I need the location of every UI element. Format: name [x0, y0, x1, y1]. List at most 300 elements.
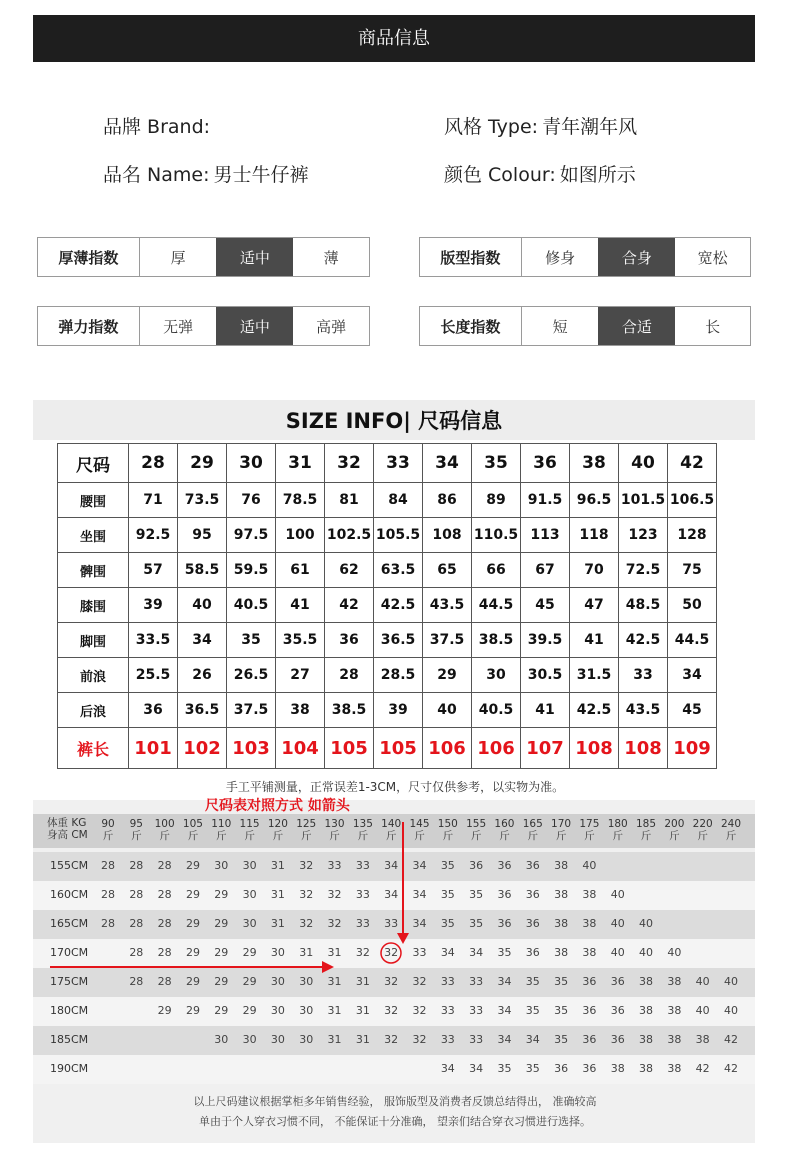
recommended-size: 40 [582, 859, 597, 872]
recommended-size: 30 [242, 917, 257, 930]
measurement-value: 41 [570, 623, 619, 658]
measurement-value: 39.5 [521, 623, 570, 658]
height-label: 170CM [50, 946, 89, 959]
measurement-value: 106.5 [668, 483, 717, 518]
recommended-size: 28 [129, 975, 144, 988]
measurement-value: 35.5 [276, 623, 325, 658]
recommended-size: 28 [101, 888, 115, 901]
recommended-size: 34 [440, 946, 455, 959]
measurement-value: 30.5 [521, 658, 570, 693]
size-table-row [58, 658, 717, 693]
measurement-value: 62 [325, 553, 374, 588]
stretch-label: 弹力指数 [38, 307, 140, 345]
recommended-size: 35 [469, 888, 484, 901]
recommended-size: 38 [582, 917, 597, 930]
recommended-size: 38 [554, 888, 569, 901]
recommended-size: 36 [497, 917, 512, 930]
measurement-value: 92.5 [129, 518, 178, 553]
measurement-value: 84 [374, 483, 423, 518]
recommended-size: 32 [299, 917, 314, 930]
measurement-value: 108 [423, 518, 472, 553]
weight-value: 200 [664, 818, 685, 830]
recommended-size: 33 [469, 975, 484, 988]
recommended-size: 32 [384, 975, 399, 988]
recommended-size: 28 [157, 888, 172, 901]
weight-unit: 斤 [329, 830, 340, 842]
measurement-value: 31.5 [570, 658, 619, 693]
measurement-value: 36.5 [374, 623, 423, 658]
recommended-size: 40 [724, 975, 738, 988]
weight-column-header [489, 818, 519, 842]
measurement-value: 106 [423, 728, 472, 769]
stretch-option-high: 高弹 [316, 317, 347, 336]
recommended-size: 40 [639, 946, 654, 959]
size-cell: 29 [178, 444, 227, 483]
recommended-size: 34 [384, 859, 399, 872]
measurement-value: 38 [276, 693, 325, 728]
recommended-size: 29 [242, 975, 257, 988]
measurement-value: 65 [423, 553, 472, 588]
recommended-size: 36 [554, 1062, 569, 1075]
size-cell: 31 [276, 444, 325, 483]
size-cell: 34 [423, 444, 472, 483]
weight-value: 100 [154, 818, 175, 830]
weight-unit: 斤 [555, 830, 567, 842]
measurement-value: 66 [472, 553, 521, 588]
measurement-label: 后浪 [58, 693, 129, 728]
recommended-size: 30 [270, 946, 285, 959]
weight-unit: 斤 [612, 830, 623, 842]
recommended-size: 33 [440, 975, 455, 988]
chart-note-line: 以上尺码建议根据掌柜多年销售经验， 服饰版型及消费者反馈总结得出， 准确较高 [193, 1095, 597, 1108]
thickness-option-medium: 适中 [216, 238, 293, 276]
measurement-value: 40.5 [472, 693, 521, 728]
length-option-fit: 合适 [598, 307, 675, 345]
measurement-value: 91.5 [521, 483, 570, 518]
name-info [103, 160, 309, 187]
recommended-size: 29 [185, 859, 200, 872]
recommended-size: 32 [384, 1033, 399, 1046]
recommended-size: 34 [384, 888, 399, 901]
recommended-size: 35 [554, 975, 569, 988]
style-info [444, 112, 637, 139]
weight-value: 170 [551, 818, 572, 830]
recommended-size: 36 [525, 946, 540, 959]
measurement-label: 坐围 [58, 518, 129, 553]
recommended-size: 32 [384, 1004, 399, 1017]
recommended-size: 36 [525, 888, 540, 901]
recommended-size: 33 [384, 917, 399, 930]
recommended-size: 29 [242, 1004, 257, 1017]
measurement-value: 47 [570, 588, 619, 623]
weight-value: 90 [101, 818, 115, 830]
measurement-value: 28.5 [374, 658, 423, 693]
size-table-row [58, 553, 717, 588]
measurement-value: 42.5 [619, 623, 668, 658]
recommended-size: 35 [440, 888, 455, 901]
recommended-size: 36 [525, 859, 540, 872]
recommended-size: 28 [129, 946, 144, 959]
measurement-value: 33 [619, 658, 668, 693]
weight-column-header [546, 818, 576, 842]
measurement-value: 26 [178, 658, 227, 693]
measurement-value: 33.5 [129, 623, 178, 658]
weight-column-header [433, 818, 463, 842]
measurement-value: 105 [374, 728, 423, 769]
recommended-size: 31 [270, 888, 285, 901]
recommended-size: 33 [355, 859, 370, 872]
recommended-size: 30 [242, 859, 257, 872]
recommended-size: 38 [695, 1033, 710, 1046]
recommended-size: 30 [270, 1004, 285, 1017]
weight-value: 95 [129, 818, 143, 830]
weight-unit: 斤 [669, 830, 680, 842]
length-option-long: 长 [705, 317, 721, 336]
fit-option-loose: 宽松 [697, 248, 728, 267]
weight-column-header [405, 818, 435, 842]
weight-value: 160 [494, 818, 515, 830]
recommended-size: 42 [695, 1062, 710, 1075]
measurement-value: 25.5 [129, 658, 178, 693]
measurement-value: 108 [570, 728, 619, 769]
measurement-value: 123 [619, 518, 668, 553]
recommended-size: 34 [469, 946, 484, 959]
recommended-size: 35 [469, 917, 484, 930]
measurement-value: 57 [129, 553, 178, 588]
measurement-value: 40 [178, 588, 227, 623]
recommended-size: 29 [185, 975, 200, 988]
weight-column-header [93, 818, 123, 842]
recommended-size: 38 [667, 975, 682, 988]
size-table-row [58, 623, 717, 658]
recommended-size: 34 [412, 859, 427, 872]
size-cell: 40 [619, 444, 668, 483]
weight-value: 115 [239, 818, 260, 830]
measurement-value: 48.5 [619, 588, 668, 623]
recommended-size: 29 [214, 975, 229, 988]
height-label: 175CM [50, 975, 89, 988]
colour-info [444, 160, 636, 187]
weight-column-header [206, 818, 236, 842]
weight-column-header [150, 818, 180, 842]
recommended-size: 32 [327, 917, 342, 930]
weight-unit: 斤 [697, 830, 708, 842]
thickness-option-thin: 薄 [323, 248, 339, 267]
measurement-value: 59.5 [227, 553, 276, 588]
recommended-size: 38 [582, 946, 597, 959]
size-cell: 35 [472, 444, 521, 483]
measurement-value: 45 [521, 588, 570, 623]
weight-value: 140 [381, 818, 402, 830]
recommended-size: 40 [639, 917, 654, 930]
weight-value: 110 [211, 818, 232, 830]
height-label: 185CM [50, 1033, 89, 1046]
recommended-size: 30 [214, 1033, 229, 1046]
weight-column-header [518, 818, 548, 842]
measurement-value: 104 [276, 728, 325, 769]
measurement-value: 97.5 [227, 518, 276, 553]
size-table-row [58, 728, 717, 769]
measurement-value: 61 [276, 553, 325, 588]
recommended-size: 34 [469, 1062, 484, 1075]
measurement-value: 105 [325, 728, 374, 769]
recommended-size: 31 [355, 975, 370, 988]
weight-column-header [291, 818, 321, 842]
chart-notes [0, 1092, 790, 1132]
weight-column-header [688, 818, 718, 842]
recommended-size: 36 [610, 1004, 625, 1017]
weight-column-header [659, 818, 689, 842]
recommended-size: 38 [667, 1033, 682, 1046]
size-cell: 33 [374, 444, 423, 483]
recommended-size: 30 [242, 888, 257, 901]
weight-value: 240 [720, 818, 742, 830]
recommended-size: 34 [440, 1062, 455, 1075]
weight-unit: 斤 [640, 830, 652, 842]
measurement-value: 72.5 [619, 553, 668, 588]
weight-column-header [574, 818, 604, 842]
recommended-size: 32 [299, 888, 314, 901]
fit-indicator [419, 237, 751, 277]
measurement-value: 81 [325, 483, 374, 518]
recommended-size: 40 [610, 946, 625, 959]
weight-unit: 斤 [725, 830, 737, 842]
measurement-value: 89 [472, 483, 521, 518]
height-label: 190CM [50, 1062, 89, 1075]
measurement-label: 膝围 [58, 588, 129, 623]
recommended-size: 29 [214, 1004, 229, 1017]
recommended-size: 29 [242, 946, 257, 959]
length-indicator [419, 306, 751, 346]
measurement-value: 128 [668, 518, 717, 553]
recommended-size: 29 [185, 917, 200, 930]
weight-value: 185 [636, 818, 657, 830]
length-option-short: 短 [552, 317, 568, 336]
height-label: 165CM [50, 917, 89, 930]
size-cell: 36 [521, 444, 570, 483]
weight-column-header [631, 818, 661, 842]
recommended-size: 36 [582, 1033, 597, 1046]
length-label: 长度指数 [420, 307, 522, 345]
measurement-value: 37.5 [227, 693, 276, 728]
measurement-value: 102.5 [325, 518, 374, 553]
measurement-value: 36 [325, 623, 374, 658]
name-value: 男士牛仔裤 [213, 164, 309, 186]
weight-value: 155 [466, 818, 487, 830]
measurement-value: 27 [276, 658, 325, 693]
size-info-title: SIZE INFO| 尺码信息 [33, 400, 755, 440]
weight-value: 125 [296, 818, 317, 830]
weight-value: 220 [692, 818, 713, 830]
recommended-size: 29 [214, 888, 229, 901]
chart-caption: 尺码表对照方式 如箭头 [205, 798, 350, 814]
measurement-label: 腰围 [58, 483, 129, 518]
measurement-value: 70 [570, 553, 619, 588]
brand-info [103, 112, 210, 139]
recommended-size: 31 [355, 1004, 370, 1017]
recommended-size: 34 [412, 917, 427, 930]
recommended-size: 33 [412, 946, 427, 959]
measurement-value: 110.5 [472, 518, 521, 553]
measurement-value: 43.5 [423, 588, 472, 623]
measurement-value: 28 [325, 658, 374, 693]
weight-column-header [263, 818, 293, 842]
weight-value: 135 [352, 818, 373, 830]
measurement-value: 95 [178, 518, 227, 553]
recommended-size: 32 [412, 975, 427, 988]
size-table-row [58, 588, 717, 623]
recommended-size: 34 [497, 975, 512, 988]
size-cell: 30 [227, 444, 276, 483]
recommended-size: 31 [270, 917, 285, 930]
size-table [57, 443, 717, 769]
recommended-size: 33 [469, 1033, 484, 1046]
weight-unit: 斤 [470, 830, 482, 842]
measurement-value: 44.5 [668, 623, 717, 658]
weight-unit: 斤 [159, 830, 170, 842]
size-header-label: 尺码 [58, 444, 129, 483]
measurement-value: 107 [521, 728, 570, 769]
colour-label: 颜色 Colour: [444, 164, 556, 186]
measurement-value: 41 [521, 693, 570, 728]
measurement-value: 34 [178, 623, 227, 658]
recommended-size: 32 [355, 946, 370, 959]
weight-unit: 斤 [527, 830, 539, 842]
recommended-size: 31 [327, 1033, 342, 1046]
axis-labels [47, 817, 88, 841]
measurement-value: 103 [227, 728, 276, 769]
size-table-row [58, 693, 717, 728]
recommended-size: 30 [242, 1033, 257, 1046]
size-cell: 28 [129, 444, 178, 483]
recommended-size: 29 [214, 917, 229, 930]
weight-unit: 斤 [102, 830, 114, 842]
recommended-size: 40 [724, 1004, 738, 1017]
recommended-size: 42 [724, 1062, 738, 1075]
recommended-size: 30 [270, 975, 285, 988]
measurement-value: 101.5 [619, 483, 668, 518]
weight-value: 105 [182, 818, 203, 830]
weight-unit: 斤 [131, 830, 142, 842]
recommended-size: 38 [554, 946, 569, 959]
size-cell: 32 [325, 444, 374, 483]
recommended-size: 31 [327, 975, 342, 988]
recommended-size: 40 [610, 888, 625, 901]
recommended-size: 40 [695, 975, 710, 988]
measurement-value: 45 [668, 693, 717, 728]
recommended-size: 28 [101, 859, 115, 872]
weight-column-header [461, 818, 491, 842]
measurement-value: 67 [521, 553, 570, 588]
style-label: 风格 Type: [444, 116, 539, 138]
recommended-size: 36 [525, 917, 540, 930]
measurement-value: 43.5 [619, 693, 668, 728]
weight-column-header [178, 818, 208, 842]
height-label: 160CM [50, 888, 89, 901]
recommended-size: 38 [639, 1062, 654, 1075]
height-label: 180CM [50, 1004, 89, 1017]
weight-value: 180 [607, 818, 628, 830]
recommended-size: 36 [582, 975, 597, 988]
style-value: 青年潮年风 [542, 116, 638, 138]
recommended-size: 36 [582, 1004, 597, 1017]
recommended-size: 32 [412, 1033, 427, 1046]
stretch-indicator [37, 306, 370, 346]
recommended-size: 36 [497, 888, 512, 901]
weight-column-header [376, 818, 406, 842]
recommended-size: 36 [610, 975, 625, 988]
measurement-value: 100 [276, 518, 325, 553]
recommended-size: 28 [157, 859, 172, 872]
recommended-size: 35 [497, 1062, 512, 1075]
weight-unit: 斤 [584, 830, 595, 842]
recommended-size: 38 [667, 1004, 682, 1017]
weight-unit: 斤 [244, 830, 255, 842]
measurement-value: 63.5 [374, 553, 423, 588]
fit-label: 版型指数 [420, 238, 522, 276]
measurement-value: 78.5 [276, 483, 325, 518]
weight-unit: 斤 [300, 830, 312, 842]
recommended-size: 34 [497, 1033, 512, 1046]
stretch-option-medium: 适中 [216, 307, 293, 345]
recommended-size: 38 [610, 1062, 625, 1075]
recommended-size: 30 [270, 1033, 285, 1046]
measurement-value: 86 [423, 483, 472, 518]
recommended-size: 35 [497, 946, 512, 959]
recommended-size: 35 [440, 859, 455, 872]
measurement-value: 118 [570, 518, 619, 553]
measurement-value: 34 [668, 658, 717, 693]
recommended-size: 31 [270, 859, 285, 872]
recommended-size: 38 [582, 888, 597, 901]
recommended-size: 38 [554, 859, 569, 872]
recommended-size: 29 [185, 888, 200, 901]
measurement-value: 101 [129, 728, 178, 769]
recommended-size: 42 [724, 1033, 738, 1046]
weight-unit: 斤 [385, 830, 397, 842]
size-cell: 42 [668, 444, 717, 483]
weight-unit: 斤 [272, 830, 284, 842]
recommended-size: 35 [554, 1004, 569, 1017]
measurement-value: 109 [668, 728, 717, 769]
brand-label: 品牌 Brand: [103, 116, 211, 138]
name-label: 品名 Name: [103, 164, 210, 186]
size-cell: 38 [570, 444, 619, 483]
recommended-size: 29 [157, 1004, 172, 1017]
measurement-value: 76 [227, 483, 276, 518]
measurement-value: 105.5 [374, 518, 423, 553]
measurement-value: 36.5 [178, 693, 227, 728]
weight-column-header [603, 818, 633, 842]
measurement-value: 75 [668, 553, 717, 588]
recommended-size: 38 [554, 917, 569, 930]
thickness-indicator [37, 237, 370, 277]
recommended-size: 32 [299, 859, 314, 872]
weight-unit: 斤 [442, 830, 454, 842]
measurement-value: 71 [129, 483, 178, 518]
recommended-size: 32 [384, 946, 399, 959]
stretch-option-none: 无弹 [163, 317, 194, 336]
recommended-size: 34 [412, 888, 427, 901]
weight-column-header [320, 818, 350, 842]
measurement-value: 113 [521, 518, 570, 553]
recommended-size: 30 [214, 859, 229, 872]
measurement-value: 38.5 [325, 693, 374, 728]
thickness-option-thick: 厚 [170, 248, 186, 267]
measurement-value: 35 [227, 623, 276, 658]
measurement-value: 44.5 [472, 588, 521, 623]
weight-value: 120 [267, 818, 288, 830]
